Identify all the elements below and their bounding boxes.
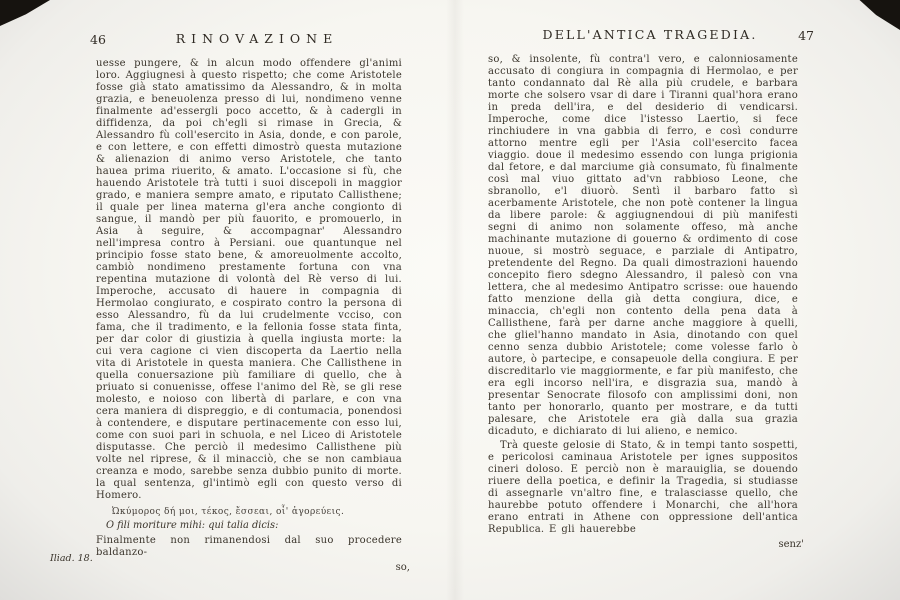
right-page (488, 26, 812, 592)
left-page-header (90, 30, 418, 50)
left-page-body: uesse pungere, & in alcun modo offendere gl'animi loro. Aggiugnesi à questo rispetto; che come Aristotele fosse già stato amatissimo da Alessandro, & in molta grazia, e beneuolenza presso di lui, nondimeno venne finalmente ad'essergli poco accetto, & à cadergli in diffidenza, da poi ch'egli si rimase in Grecia, & Alessandro fù coll'esercito in Asia, donde, e con parole, e con lettere, e con effetti dimostrò questa mutazione & alienazion di animo verso Aristotele, che tanto hauea prima riuerito, & amato. L'occasione si fù, che hauendo Aristotele trà tutti i suoi discepoli in maggior grado, e maniera sempre amato, e riputato Callisthene; il quale per linea materna gl'era anche congionto di sangue, il mandò per più fauorito, e promouerlo, in Asia à seguire, & accompagnar' Alessandro nell'impresa contro à Persiani. oue quantunque nel principio fosse stato bene, & amoreuolmente accolto, cambiò nondimeno prestamente fortuna con vna repentina mutazione di volontà del Rè verso di lui. Imperoche, accusato di hauere in compagnia di Hermolao congiurato, e cospirato contro la persona di esso Alessandro, fù da lui crudelmente vcciso, con fama, che il tradimento, e la fellonia fosse stata finta, per dar color di giustizia à quella ingiusta morte: la cui vera cagione ci vien discoperta da Laertio nella vita di Aristotele in questa maniera. Che Callisthene in quella conuersazione più familiare di quello, che à priuato si conuenisse, offese l'animo del Rè, se gli rese molesto, e noioso con libertà di parlare, e con vna cera maniera di dispreggio, e di contumacia, ponendosi à contendere, e disputare pertinacemente con esso lui, come con suoi pari in schuola, e nel Liceo di Aristotele disputasse. Che perciò il medesimo Callisthene più volte nel riprese, & il minacciò, che se non cambiaua creanza e modo, sarebbe senza dubbio punito di morte. la qual sentenza, gl'intimò egli con questo verso di Homero. (96, 58, 402, 501)
left-catchword: so, (395, 562, 410, 573)
right-catchword: senz' (778, 539, 804, 550)
margin-note-iliad: Iliad. 18. (50, 553, 93, 564)
left-running-title: RINOVAZIONE (175, 31, 339, 46)
right-page-header (488, 26, 812, 46)
latin-translation: O fili moriture mihi: qui talia dicis: (106, 520, 279, 531)
left-page (50, 30, 418, 590)
scan-corner-mark-right (854, 0, 900, 30)
greek-quote: Ὠκύμορος δή μοι, τέκος, ἔσσεαι, οἷ' ἀγορεύεις. (112, 507, 345, 517)
right-page-paragraph-1: so, & insolente, fù contra'l vero, e calonniosamente accusato di congiura in compagnia di Hermolao, e per tanto condannato dal Rè alla più crudele, e barbara morte che solsero vsar di dare i Tiranni qual'hora erano in preda dell'ira, e del desiderio di vendicarsi. Imperoche, come dice l'istesso Laertio, si fece rinchiudere in vna gabbia di ferro, e così condurre attorno mentre egli per l'Asia coll'esercito facea viaggio. doue il medesimo essendo con lunga prigionia dal fetore, e dal marciume già consumato, fù finalmente così mal viuo gittato ad'vn rabbioso Leone, che sbranollo, e'l diuorò. Sentì il barbaro fatto sì acerbamente Aristotele, che non potè contener la lingua da libere parole: & aggiugnendoui di più manifesti segni di animo non solamente offeso, mà anche machinante mutazione di gouerno & ordimento di cose nuoue, si mostrò seguace, e parziale di Antipatro, pretendente del Regno. Da quali dimostrazioni hauendo concepito fiero sdegno Alessandro, il palesò con vna lettera, che al medesimo Antipatro scrisse: oue hauendo fatto menzione della già detta congiura, dice, e minaccia, ch'egli non contento della pena data à Callisthene, farà per darne anche maggiore à quelli, che gliel'hanno mandato in Asia, dinotando con quel cenno senza dubbio Aristotele; come volesse farlo ò autore, ò partecipe, e consapeuole della congiura. E per discreditarlo vie maggiormente, e far più manifesto, che era egli incorso nell'ira, e disgrazia sua, mandò à presentar Senocrate filosofo con amplissimi doni, non tanto per honorarlo, quanto per mostrare, e da tutti palesare, che Aristotele era già dalla sua grazia dicaduto, e dichiarato di lui alieno, e nemico. (488, 54, 798, 437)
page-gutter-shadow (446, 0, 464, 600)
right-page-paragraph-2: Trà queste gelosie di Stato, & in tempi tanto sospetti, e pericolosi caminaua Aristotele per ignes suppositos cineri doloso. E perciò non è marauiglia, se douendo riuere della poetica, e definir la Tragedia, si studiasse di assegnarle vn'altro fine, e tralasciasse quello, che haurebbe potuto offendere i Monarchi, che all'hora erano entrati in Athene con oppressione dell'antica Republica. E gli hauerebbe (488, 440, 798, 535)
scan-corner-mark-left (0, 0, 50, 26)
left-page-last-line: Finalmente non rimanendosi dal suo procedere baldanzo- (96, 535, 402, 558)
right-running-title: DELL'ANTICA TRAGEDIA. (542, 27, 758, 42)
right-page-number: 47 (798, 28, 814, 43)
left-page-number: 46 (90, 32, 106, 47)
